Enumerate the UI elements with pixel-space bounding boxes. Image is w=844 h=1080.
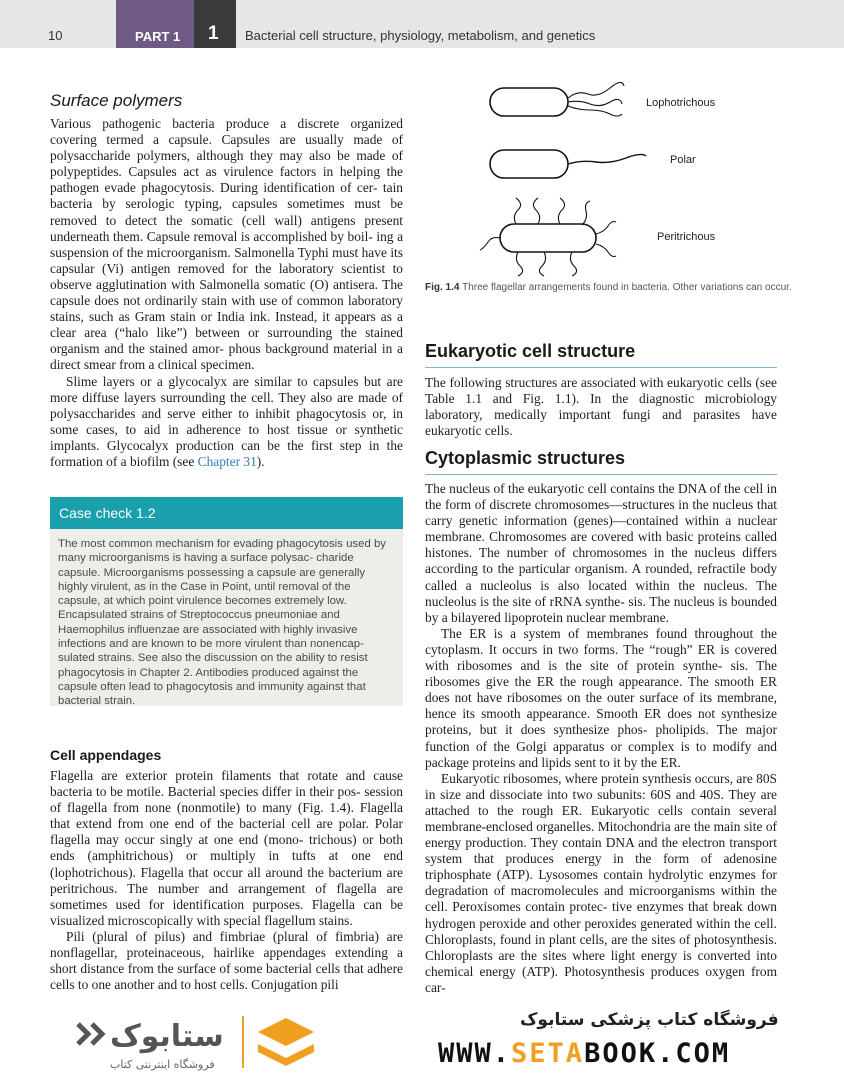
pili-paragraph: Pili (plural of pilus) and fimbriae (plural of fimbria) are nonflagellar, proteinaceous, hairlike appendages extending a short distance from the surface of some bacterial cells that adhere cells to one another and to host cells. Conjugation pili	[50, 928, 403, 993]
lopho-flagellum-3	[568, 106, 622, 116]
peri-flagellum-8	[516, 252, 522, 276]
cytoplasmic-heading: Cytoplasmic structures	[425, 448, 777, 475]
figure-caption-text: Three flagellar arrangements found in bacteria. Other variations can occur.	[462, 282, 792, 293]
case-check-title: Case check 1.2	[50, 497, 403, 529]
eukaryotic-heading: Eukaryotic cell structure	[425, 341, 777, 368]
peritrichous-cell	[500, 224, 596, 252]
cell-appendages-text	[50, 768, 403, 993]
flagella-paragraph: Flagella are exterior protein filaments that rotate and cause bacteria to be motile. Bacterial species differ in their pos- session of flagella from none (nonmotile) to many (Fig. 1.4). Flagella that extend from one end of the bacterial cell are polar. Polar flagella may occur singly at one end (mono- trichous) or both ends (amphitrichous) or multiply in tufts at one end (lophotrichous). Flagella that occur all around the bacterium are peritrichous. The number and arrangement of flagella are sometimes used for identification purposes. Flagella can be visualized microscopically with special flagellum stains.	[50, 768, 403, 928]
flagella-diagram	[478, 80, 778, 280]
setabook-logo	[72, 1010, 332, 1074]
peritrichous-label: Peritrichous	[657, 231, 716, 243]
cytoplasmic-text	[425, 481, 777, 996]
peri-flagellum-5	[596, 222, 616, 235]
peri-flagellum-2	[533, 198, 539, 224]
surface-polymers-heading: Surface polymers	[50, 91, 183, 110]
peri-flagellum-4	[582, 201, 590, 225]
nucleus-paragraph: The nucleus of the eukaryotic cell contains the DNA of the cell in the form of discrete chromosomes—structures in the nucleus that carry genetic information (genes)—contained within a nuclear membrane. Chromosomes are covered with basic proteins called histones. The number of chromosomes in the nucleus differs according to the particular organism. A rounded, refractile body called a nucleolus is also located within the nucleus. The nucleolus is the site of rRNA synthe- sis. The nucleus is bounded by a bilayered lipoprotein nuclear membrane.	[425, 481, 778, 625]
peri-flagellum-6	[596, 244, 616, 257]
chapter-title: Bacterial cell structure, physiology, metabolism, and genetics	[245, 28, 596, 43]
store-url: WWW.SETABOOK.COM	[438, 1038, 731, 1069]
logo-subtitle: فروشگاه اینترنتی کتاب	[110, 1058, 215, 1071]
logo-book-top	[258, 1018, 314, 1046]
polar-flagellum	[568, 154, 646, 164]
publisher-footer	[0, 996, 844, 1080]
lophotrichous-cell	[490, 88, 568, 116]
peri-flagellum-3	[558, 198, 564, 224]
lopho-flagellum-1	[568, 82, 624, 98]
peri-flagellum-10	[570, 252, 576, 276]
er-paragraph: The ER is a system of membranes found throughout the cytoplasm. It occurs in two forms. The “rough” ER is covered with ribosomes and is the site of protein synthe- sis. The ribosomes give the ER the rough appearance. The smooth ER does not have ribosomes on the outer surface of its membrane, hence its smooth appearance. Smooth ER does not synthesize proteins, but it does synthesize phos- pholipids. The major function of the Golgi apparatus or complex is to modify and package proteins and lipids sent to it by the ER.	[425, 625, 778, 770]
case-check-box	[50, 497, 403, 706]
capsule-paragraph: Various pathogenic bacteria produce a discrete organized covering termed a capsule. Capsules are usually made of polysaccharide polymers, although they may also be made of polypeptides. Capsules act as virulence factors in helping the pathogen evade phagocytosis. During identification of cer- tain bacteria by serologic typing, capsules sometimes must be removed to detect the somatic (cell wall) antigens present underneath them. Capsule removal is accomplished by boil- ing a suspension of the microorganism. Salmonella Typhi must have its capsular (Vi) antigen removed for the laboratory scientist to observe agglutination with Salmonella somatic (O) antisera. The capsule does not ordinarily stain with use of common laboratory stains, such as Gram stain or India ink. Instead, it appears as a clear area (“halo like”) between or surrounding the stained organism and the stained amor- phous background material in a direct smear from a clinical specimen.	[50, 116, 404, 373]
eukaryotic-text	[425, 375, 777, 439]
peri-flagellum-1	[514, 198, 520, 224]
peri-flagellum-9	[539, 252, 545, 276]
chapter-number: 1	[194, 0, 236, 48]
lopho-flagellum-2	[568, 99, 622, 105]
polar-label: Polar	[670, 154, 696, 166]
polar-cell	[490, 150, 568, 178]
case-check-text: The most common mechanism for evading phagocytosis used by many microorganisms is having a surface polysac- charide capsule. Microorganisms possessing a capsule are generally highly virulent, as in the Case in Point, until removal of the capsule, at which point virulence becomes extremely low. Encapsulated strains of Streptococcus pneumoniae and Haemophilus influenzae are associated with highly invasive infections and are known to be more virulent than nonencap- sulated strains. See also the discussion on the ability to resist phagocytosis in Chapter 2. Antibodies produced against the capsule often lead to phagocytosis and immunity against that bacterial strain.	[58, 538, 386, 708]
store-name: فروشگاه کتاب پزشکی ستابوک	[520, 1010, 779, 1030]
slime-paragraph: Slime layers or a glycocalyx are similar to capsules but are more diffuse layers surrounding the cell. They also are made of polysaccharides and serve either to inhibit phagocytosis or, in some cases, to aid in adherence to host tissue or synthetic implants. Glycocalyx production can be the first step in the formation of a biofilm (see Chapter 31).	[50, 373, 403, 469]
chapter-31-link[interactable]: Chapter 31	[197, 453, 257, 469]
eukaryotic-paragraph: The following structures are associated with eukaryotic cells (see Table 1.1 and Fig. 1.1). In the diagnostic microbiology laboratory, medically important fungi and parasites have eukaryotic cells.	[425, 375, 777, 439]
peri-flagellum-7	[480, 238, 500, 251]
lophotrichous-label: Lophotrichous	[646, 97, 716, 109]
logo-chevron-2	[92, 1024, 102, 1044]
page-header	[0, 0, 844, 48]
part-label: PART 1	[116, 0, 194, 48]
page-number: 10	[48, 28, 63, 43]
cell-appendages-heading: Cell appendages	[50, 747, 162, 763]
flagella-figure	[478, 80, 778, 280]
logo-text: ستابوک	[110, 1019, 224, 1054]
ribosome-paragraph: Eukaryotic ribosomes, where protein synthesis occurs, are 80S in size and dissociate into two subunits: 60S and 40S. They are attached to the rough ER. Eukaryotic cells contain several membrane-enclosed organelles. Mitochondria are the main site of energy production. They contain DNA and the electron transport system that produces energy in the form of adenosine triphosphate (ATP). Lysosomes contain hydrolytic enzymes for degradation of macromolecules and microorganisms within the cell. Peroxisomes contain protec- tive enzymes that break down hydrogen peroxide and other peroxides generated within the cell. Chloroplasts, found in plant cells, are the sites of photosynthesis. Chloroplasts are the sites where light energy is converted into chemical energy (ATP). Photosynthesis produces oxygen from car-	[425, 770, 777, 995]
figure-number: Fig. 1.4	[425, 282, 460, 293]
surface-polymers-text	[50, 116, 403, 470]
logo-book-mid	[258, 1044, 314, 1066]
figure-caption	[425, 282, 792, 293]
logo-chevron-1	[78, 1024, 88, 1044]
